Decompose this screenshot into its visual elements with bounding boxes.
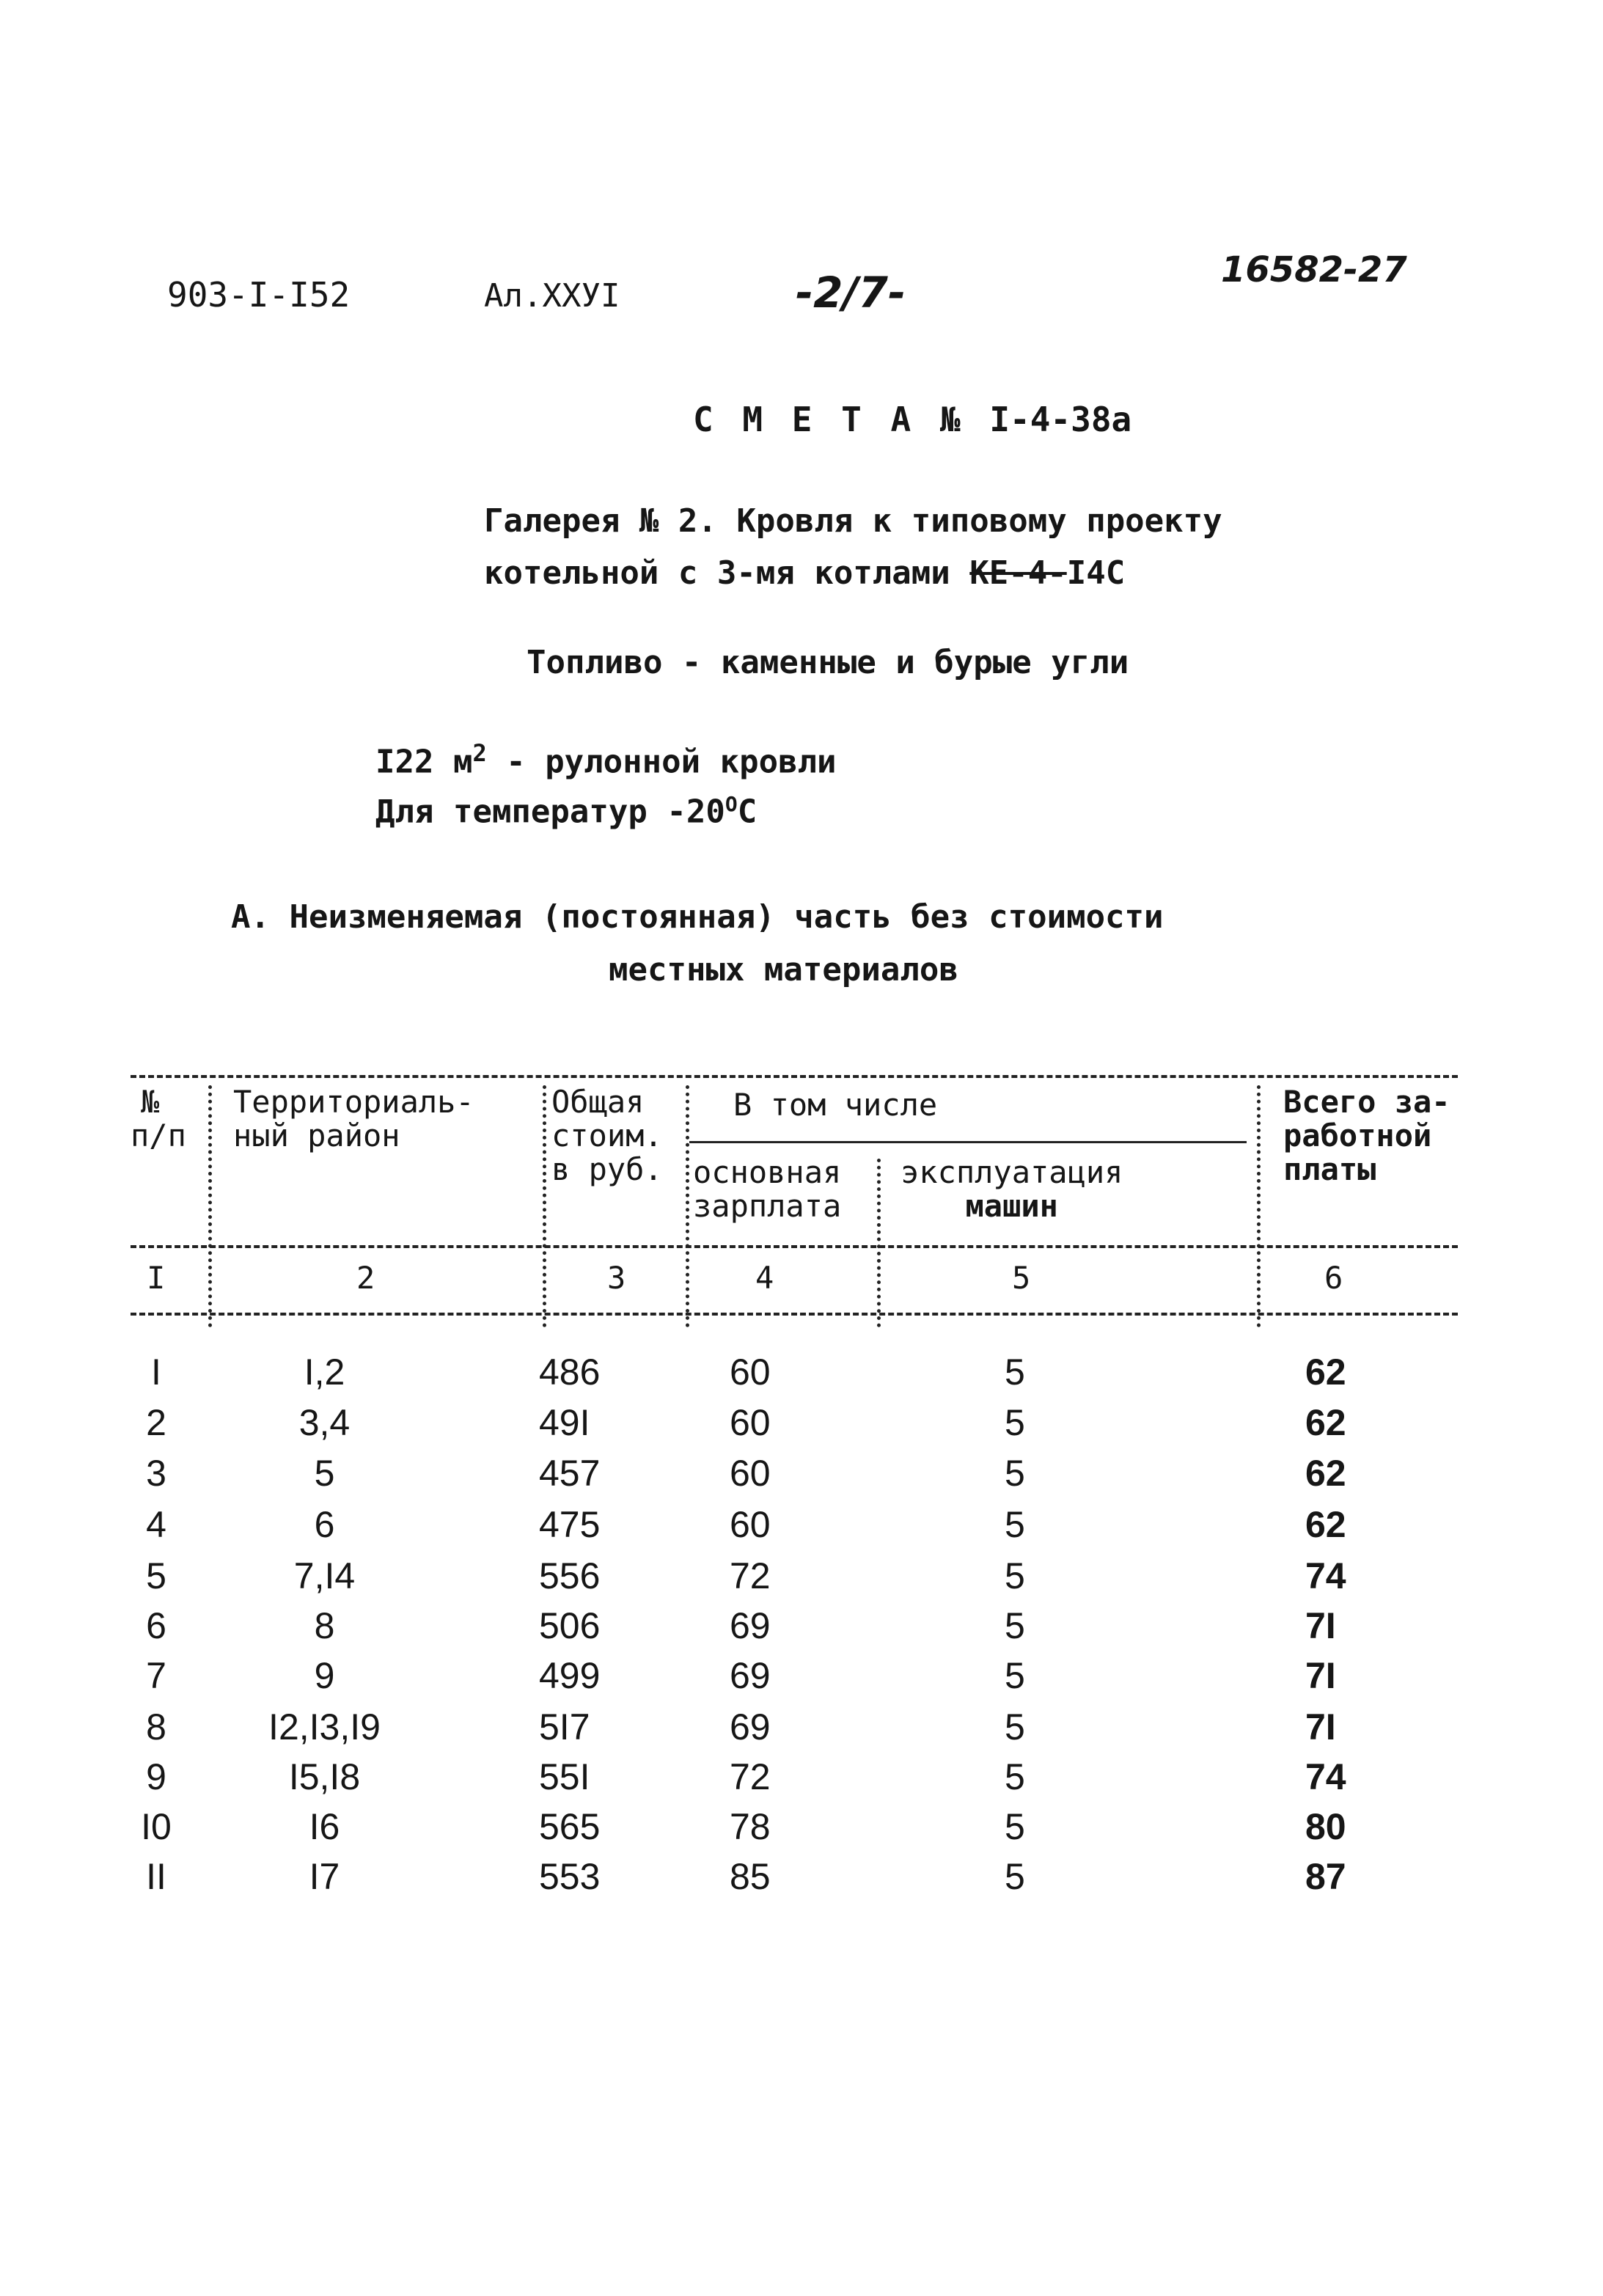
header-col-1 <box>131 1085 186 1153</box>
row-index: II <box>146 1856 166 1897</box>
struck-text: КЕ-4- <box>969 554 1067 592</box>
row-region: 5 <box>314 1453 335 1494</box>
col-number-3: 3 <box>607 1260 626 1296</box>
row-base-salary: 72 <box>730 1756 771 1797</box>
table-top-rule <box>131 1075 1458 1078</box>
header-col-5 <box>900 1156 1123 1223</box>
row-total-salary: 62 <box>1305 1504 1346 1545</box>
row-region: I,2 <box>304 1351 345 1393</box>
row-base-salary: 69 <box>730 1655 771 1696</box>
row-machine-operation: 5 <box>1005 1351 1025 1393</box>
row-index: 3 <box>146 1453 166 1494</box>
header-col-3 <box>551 1085 663 1186</box>
page-number: -2/7- <box>796 268 906 318</box>
header-col-4-line-2: зарплата <box>693 1188 842 1224</box>
row-base-salary: 72 <box>730 1555 771 1596</box>
row-total-cost: 565 <box>539 1806 601 1847</box>
row-base-salary: 85 <box>730 1856 771 1897</box>
header-col-2 <box>233 1085 474 1153</box>
row-total-salary: 62 <box>1305 1402 1346 1443</box>
row-total-cost: 5I7 <box>539 1706 590 1747</box>
row-total-salary: 62 <box>1305 1453 1346 1494</box>
row-base-salary: 60 <box>730 1453 771 1494</box>
degree-superscript: О <box>725 792 738 816</box>
header-col-1-line-2: п/п <box>131 1118 186 1153</box>
row-machine-operation: 5 <box>1005 1806 1025 1847</box>
subject-line-2 <box>484 554 1125 592</box>
row-total-cost: 49I <box>539 1402 590 1443</box>
row-index: 2 <box>146 1402 166 1443</box>
group-header-rule <box>689 1141 1247 1143</box>
header-col-3-line-3: в руб. <box>551 1151 663 1187</box>
table-row <box>0 1855 1603 1899</box>
table-row <box>0 1452 1603 1496</box>
table-row <box>0 1654 1603 1698</box>
row-total-cost: 486 <box>539 1351 601 1393</box>
temperature-unit: С <box>737 793 758 831</box>
row-total-cost: 55I <box>539 1756 590 1797</box>
row-index: 7 <box>146 1655 166 1696</box>
number-sign: № <box>939 400 965 439</box>
row-total-salary: 87 <box>1305 1856 1346 1897</box>
row-machine-operation: 5 <box>1005 1706 1025 1747</box>
col-separator-3 <box>686 1085 689 1327</box>
temperature-line <box>375 792 757 831</box>
header-col-4-line-1: основная <box>693 1154 842 1190</box>
table-row <box>0 1503 1603 1547</box>
row-total-salary: 74 <box>1305 1555 1346 1596</box>
table-row <box>0 1604 1603 1648</box>
header-col-2-line-1: Территориаль- <box>233 1084 474 1120</box>
row-machine-operation: 5 <box>1005 1655 1025 1696</box>
header-col-1-line-1: № <box>141 1084 160 1120</box>
header-col-6-line-1: Всего за- <box>1283 1084 1450 1120</box>
col-separator-5 <box>1257 1085 1261 1327</box>
row-region: I2,I3,I9 <box>268 1706 381 1747</box>
row-index: 5 <box>146 1555 166 1596</box>
col-number-1: I <box>147 1260 166 1296</box>
row-machine-operation: 5 <box>1005 1856 1025 1897</box>
row-index: 4 <box>146 1504 166 1545</box>
document-code: 903-I-I52 <box>167 275 351 315</box>
col-number-5: 5 <box>1012 1260 1031 1296</box>
row-region: 7,I4 <box>293 1555 356 1596</box>
header-col-3-line-1: Общая <box>551 1084 645 1120</box>
row-base-salary: 69 <box>730 1706 771 1747</box>
row-machine-operation: 5 <box>1005 1402 1025 1443</box>
row-index: 9 <box>146 1756 166 1797</box>
row-index: 8 <box>146 1706 166 1747</box>
header-col-4 <box>693 1156 841 1223</box>
row-region: 9 <box>314 1655 335 1696</box>
table-row <box>0 1555 1603 1599</box>
temperature-text: Для температур -20 <box>375 793 725 831</box>
row-index: 6 <box>146 1605 166 1646</box>
row-base-salary: 78 <box>730 1806 771 1847</box>
header-col-5-line-1: эксплуатация <box>900 1154 1123 1190</box>
row-total-salary: 80 <box>1305 1806 1346 1847</box>
row-region: I5,I8 <box>288 1756 361 1797</box>
row-index: I0 <box>141 1806 172 1847</box>
row-region: 6 <box>314 1504 335 1545</box>
header-col-5-line-2: машин <box>965 1188 1058 1224</box>
fuel-line: Топливо - каменные и бурые угли <box>527 644 1129 681</box>
row-machine-operation: 5 <box>1005 1453 1025 1494</box>
row-base-salary: 69 <box>730 1605 771 1646</box>
inventory-number: 16582-27 <box>1221 249 1407 290</box>
row-machine-operation: 5 <box>1005 1555 1025 1596</box>
header-col-3-line-2: стоим. <box>551 1118 663 1153</box>
table-row <box>0 1756 1603 1800</box>
row-total-salary: 7I <box>1305 1655 1336 1696</box>
header-col-6-line-3: платы <box>1283 1151 1376 1187</box>
row-total-cost: 553 <box>539 1856 601 1897</box>
row-index: I <box>151 1351 161 1393</box>
row-machine-operation: 5 <box>1005 1756 1025 1797</box>
col-separator-2 <box>543 1085 546 1327</box>
section-heading-line-1: А. Неизменяемая (постоянная) часть без стоимости <box>231 898 1164 936</box>
subject-line-2-text: котельной с 3-мя котлами <box>484 554 970 592</box>
row-total-cost: 499 <box>539 1655 601 1696</box>
table-row <box>0 1706 1603 1750</box>
col-number-6: 6 <box>1324 1260 1343 1296</box>
table-row <box>0 1805 1603 1849</box>
row-region: 8 <box>314 1605 335 1646</box>
col-number-2: 2 <box>356 1260 375 1296</box>
roof-area <box>375 739 837 781</box>
col-separator-4 <box>877 1159 881 1327</box>
title-word: С М Е Т А <box>693 400 916 439</box>
header-col-2-line-2: ный район <box>233 1118 400 1153</box>
document-title <box>693 400 1131 439</box>
table-row <box>0 1351 1603 1395</box>
row-total-cost: 457 <box>539 1453 601 1494</box>
row-base-salary: 60 <box>730 1504 771 1545</box>
album-number: Ал.XXУI <box>484 277 620 315</box>
boiler-model: I4С <box>1066 554 1126 592</box>
row-total-cost: 506 <box>539 1605 601 1646</box>
col-number-4: 4 <box>755 1260 774 1296</box>
row-region: I6 <box>309 1806 340 1847</box>
row-machine-operation: 5 <box>1005 1605 1025 1646</box>
row-total-salary: 7I <box>1305 1706 1336 1747</box>
row-total-cost: 475 <box>539 1504 601 1545</box>
row-region: 3,4 <box>298 1402 351 1443</box>
row-base-salary: 60 <box>730 1351 771 1393</box>
header-col-6-line-2: работной <box>1283 1118 1432 1153</box>
row-machine-operation: 5 <box>1005 1504 1025 1545</box>
col-separator-1 <box>208 1085 212 1327</box>
section-heading-line-2: местных материалов <box>609 951 958 989</box>
row-total-cost: 556 <box>539 1555 601 1596</box>
table-row <box>0 1401 1603 1445</box>
subject-line-1: Галерея № 2. Кровля к типовому проекту <box>484 502 1222 540</box>
row-base-salary: 60 <box>730 1402 771 1443</box>
area-value: I22 м <box>375 743 473 781</box>
row-total-salary: 74 <box>1305 1756 1346 1797</box>
row-total-salary: 62 <box>1305 1351 1346 1393</box>
header-col-6 <box>1283 1085 1450 1186</box>
row-total-salary: 7I <box>1305 1605 1336 1646</box>
area-superscript: 2 <box>472 739 487 767</box>
estimate-number: I-4-38а <box>989 400 1132 439</box>
row-region: I7 <box>309 1856 340 1897</box>
area-text: - рулонной кровли <box>486 743 837 781</box>
header-group: В том числе <box>733 1087 938 1123</box>
